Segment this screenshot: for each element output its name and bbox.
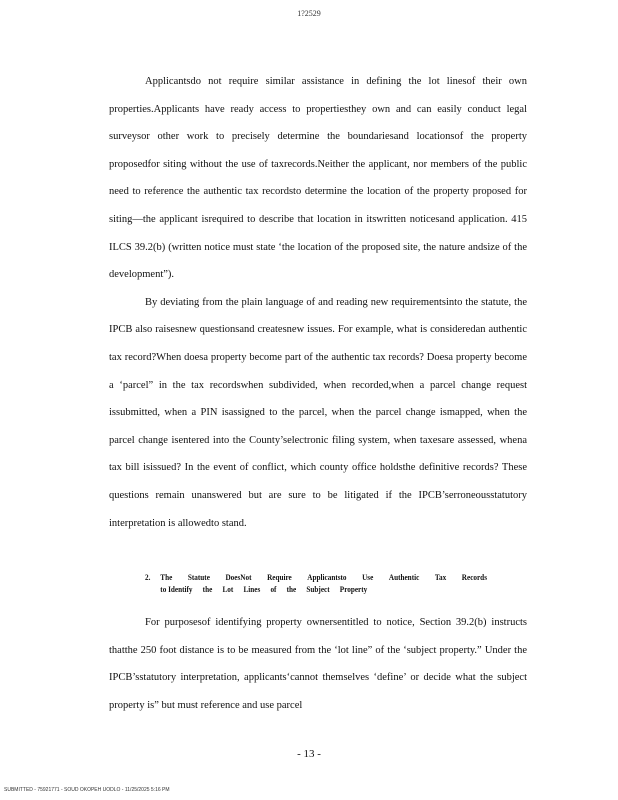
heading-word: DoesNot bbox=[225, 573, 252, 582]
heading-word: the bbox=[202, 585, 213, 594]
page-number: - 13 - bbox=[297, 748, 321, 760]
heading-line-2 bbox=[160, 584, 367, 596]
heading-word: Lot bbox=[222, 585, 234, 594]
heading-word: Use bbox=[362, 573, 374, 582]
heading-word: Property bbox=[339, 585, 368, 594]
heading-word: Lines bbox=[243, 585, 261, 594]
paragraph: Applicantsdo not require similar assistance in defining the lot linesof their own properties.Applicants have ready access to propertiesthey own and can easily conduct legal surveysor other work to precisely determine the boundariesand locationsof the property proposedfor siting without the use of taxrecords.Neither the applicant, nor members of the public need to reference the authentic tax recordsto determine the location of the property proposed for siting—the applicant isrequired to describe that location in itswritten noticesand application. 415 ILCS 39.2(b) (written notice must state ‘the location of the proposed site, the nature andsize of the development”). bbox=[109, 76, 527, 281]
heading-word: to Identify bbox=[160, 585, 193, 594]
body-text-bottom bbox=[109, 609, 527, 719]
heading-word: Subject bbox=[306, 585, 330, 594]
paragraph: By deviating from the plain language of and reading new requirementsinto the statute, the IPCB also raisesnew questionsand createsnew issues. For example, what is consideredan authentic tax record?When doesa property become part of the authentic tax records? Doesa property become a ‘parcel” in the tax recordswhen subdivided, when recorded,when a parcel change request issubmitted, when a PIN isassigned to the parcel, when the parcel change ismapped, when the parcel change isentered into the County’selectronic filing system, when taxesare assessed, whena tax bill isissued? In the event of conflict, which county office holdsthe definitive records? These questions remain unanswered but are sure to be litigated if the IPCB’serroneousstatutory interpretation is allowedto stand. bbox=[109, 296, 527, 529]
heading-word: The bbox=[160, 573, 173, 582]
heading-word: Statute bbox=[187, 573, 210, 582]
heading-word: Tax bbox=[434, 573, 447, 582]
paragraph: For purposesof identifying property ownersentitled to notice, Section 39.2(b) instructs thatthe 250 foot distance is to be measured from the ‘lot line” of the ‘subject property.” Under the IPCB’sstatutory interpretation, applicants‘cannot themselves ‘define’ or decide what the subject property is” but must reference and use parcel bbox=[109, 617, 527, 711]
heading-word: Applicantsto bbox=[307, 573, 347, 582]
heading-word: the bbox=[286, 585, 297, 594]
section-heading bbox=[145, 572, 487, 596]
heading-word: Authentic bbox=[388, 573, 420, 582]
heading-line-1 bbox=[160, 572, 487, 584]
section-number: 2. bbox=[145, 573, 151, 582]
heading-word: Require bbox=[267, 573, 292, 582]
body-text-top bbox=[109, 68, 527, 537]
heading-word: of bbox=[270, 585, 277, 594]
filing-stamp: SUBMITTED - 75921771 - SOUD OKOPEH UODLO - 11/25/2025 5:16 PM bbox=[4, 787, 170, 793]
heading-word: Records bbox=[461, 573, 487, 582]
document-number: 1?2529 bbox=[297, 9, 321, 18]
